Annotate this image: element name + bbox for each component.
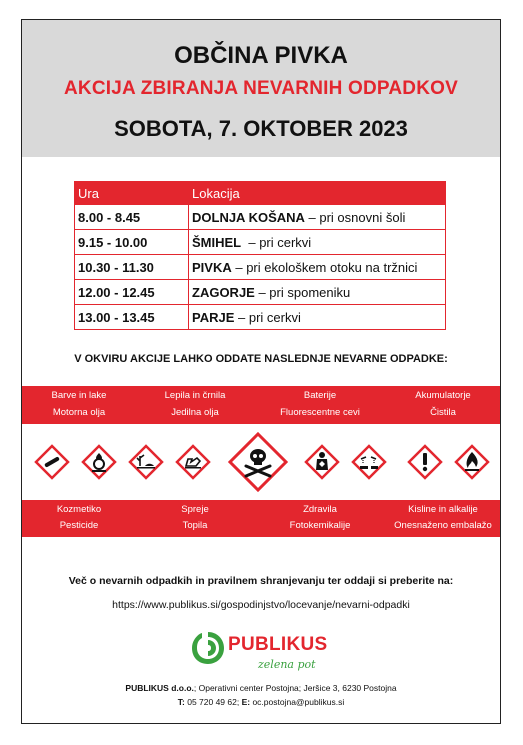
- location-cell: [189, 205, 446, 230]
- waste-item: Čistila: [430, 407, 456, 418]
- waste-band-bottom: [22, 500, 500, 537]
- more-info-text: Več o nevarnih odpadkih in pravilnem shranjevanju ter oddaji si preberite na:: [68, 575, 454, 587]
- municipality-title: OBČINA PIVKA: [174, 42, 348, 69]
- health-hazard-icon: [304, 444, 340, 480]
- poster: [21, 19, 501, 724]
- waste-item: Topila: [182, 520, 208, 531]
- waste-item: Kisline in alkalije: [408, 504, 478, 515]
- company-name: PUBLIKUS d.o.o.: [125, 683, 194, 693]
- location-detail: – pri ekološkem otoku na tržnici: [231, 259, 418, 275]
- campaign-subtitle: AKCIJA ZBIRANJA NEVARNIH ODPADKOV: [63, 78, 458, 99]
- time-cell: 13.00 - 13.45: [75, 305, 189, 330]
- publikus-logo: [188, 628, 338, 678]
- location-name: DOLNJA KOŠANA: [192, 209, 305, 225]
- phone-number: 05 720 49 62;: [184, 697, 242, 707]
- location-cell: [189, 280, 446, 305]
- logo-name: PUBLIKUS: [228, 634, 328, 655]
- header: [22, 20, 500, 157]
- waste-item: Zdravila: [303, 504, 337, 515]
- table-row: [75, 205, 446, 230]
- flammable-icon: [454, 444, 490, 480]
- flammable-icon: [81, 444, 117, 480]
- gas-cylinder-icon: [34, 444, 70, 480]
- schedule-table: [74, 181, 446, 330]
- location-name: PARJE: [192, 309, 235, 325]
- exclamation-icon: [407, 444, 443, 480]
- phone-label: T:: [177, 697, 185, 707]
- waste-intro: V OKVIRU AKCIJE LAHKO ODDATE NASLEDNJE NEVARNE ODPADKE:: [74, 353, 448, 365]
- waste-row: [22, 407, 500, 421]
- footer-contact: [22, 697, 500, 707]
- leaf-logo-icon: [188, 628, 228, 668]
- waste-item: Pesticide: [59, 520, 99, 531]
- environment-icon: [128, 444, 164, 480]
- location-cell: [189, 255, 446, 280]
- corrosive-icon: [351, 444, 387, 480]
- email-label: E:: [241, 697, 251, 707]
- waste-item: Lepila in črnila: [164, 390, 226, 401]
- email-address[interactable]: oc.postojna@publikus.si: [250, 697, 345, 707]
- waste-item: Barve in lake: [51, 390, 107, 401]
- skull-crossbones-icon: [228, 432, 288, 492]
- waste-item: Akumulatorje: [415, 390, 471, 401]
- location-cell: [189, 230, 446, 255]
- event-date: SOBOTA, 7. OKTOBER 2023: [114, 116, 408, 141]
- waste-item: Motorna olja: [52, 407, 106, 418]
- waste-item: Baterije: [303, 390, 337, 401]
- waste-item: Spreje: [181, 504, 209, 515]
- hazard-pictograms: [22, 430, 500, 496]
- oxidizing-icon: [175, 444, 211, 480]
- waste-item: Fluorescentne cevi: [280, 407, 360, 418]
- table-row: [75, 255, 446, 280]
- info-link[interactable]: https://www.publikus.si/gospodinjstvo/locevanje/nevarni-odpadki: [112, 599, 410, 611]
- location-detail: – pri cerkvi: [234, 309, 301, 325]
- location-name: PIVKA: [192, 259, 232, 275]
- waste-row: [22, 520, 500, 534]
- table-row: [75, 280, 446, 305]
- logo-tagline: zelena pot: [258, 658, 316, 671]
- location-detail: – pri spomeniku: [254, 284, 351, 300]
- time-cell: 12.00 - 12.45: [75, 280, 189, 305]
- waste-item: Kozmetiko: [56, 504, 102, 515]
- time-cell: 8.00 - 8.45: [75, 205, 189, 230]
- schedule-header-row: [75, 182, 446, 205]
- table-row: [75, 305, 446, 330]
- waste-item: Jedilna olja: [171, 407, 219, 418]
- time-cell: 9.15 - 10.00: [75, 230, 189, 255]
- location-detail: – pri osnovni šoli: [304, 209, 406, 225]
- location-column-header: Lokacija: [189, 182, 446, 205]
- waste-band-top: [22, 386, 500, 424]
- footer-address: [22, 683, 500, 693]
- time-column-header: Ura: [75, 182, 189, 205]
- waste-item: Fotokemikalije: [289, 520, 351, 531]
- location-cell: [189, 305, 446, 330]
- waste-row: [22, 390, 500, 404]
- company-address: ; Operativni center Postojna; Jeršice 3, 6230 Postojna: [193, 683, 397, 693]
- time-cell: 10.30 - 11.30: [75, 255, 189, 280]
- waste-item: Onesnaženo embalažo: [394, 520, 492, 531]
- location-name: ŠMIHEL: [192, 234, 242, 250]
- waste-row: [22, 504, 500, 518]
- location-detail: – pri cerkvi: [241, 234, 312, 250]
- table-row: [75, 230, 446, 255]
- location-name: ZAGORJE: [192, 284, 255, 300]
